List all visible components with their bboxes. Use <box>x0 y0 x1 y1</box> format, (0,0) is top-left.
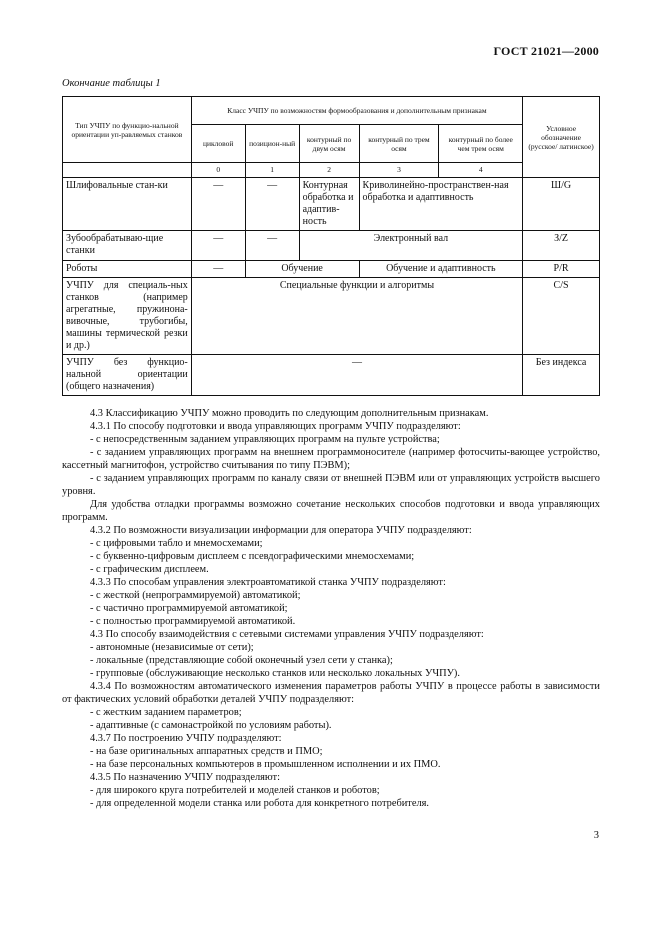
col-number: 3 <box>359 163 439 178</box>
cell: — <box>191 231 245 261</box>
cell: Контурная обработка и адаптив-ность <box>299 178 359 231</box>
cell: Криволинейно-пространствен-ная обработка и адаптивность <box>359 178 523 231</box>
list-item: - групповые (обслуживающие несколько станков или несколько локальных УЧПУ). <box>90 668 460 679</box>
subheader-positional: позицион-ный <box>245 125 299 163</box>
list-item: - с частично программируемой автоматикой; <box>90 603 288 614</box>
classification-table <box>62 96 600 396</box>
col-number: 4 <box>439 163 523 178</box>
cell: — <box>191 355 522 396</box>
list-item: - с заданием управляющих программ на внешнем программоносителе (например фотосчиты-вающее устройство, кассетный магнитофон, устройство считывания по типу ПЭВМ); <box>62 447 600 471</box>
paragraph: 4.3.5 По назначению УЧПУ подразделяют: <box>90 772 280 783</box>
list-item: - с заданием управляющих программ по каналу связи от внешней ПЭВМ или от управляющих устройств высшего уровня. <box>62 473 600 497</box>
list-item: - с полностью программируемой автоматикой. <box>90 616 296 627</box>
paragraph: 4.3.3 По способам управления электроавтоматикой станка УЧПУ подразделяют: <box>90 577 446 588</box>
list-item: - с жесткой (непрограммируемой) автоматикой; <box>90 590 301 601</box>
designation-header: Условное обозначение (русское/ латинское) <box>523 97 600 178</box>
body-text <box>62 407 600 810</box>
document-code: ГОСТ 21021—2000 <box>493 44 599 58</box>
list-item: - с непосредственным заданием управляющих программ на пульте устройства; <box>90 434 440 445</box>
type-column-header: Тип УЧПУ по функцио-нальной ориентации уп-равляемых станков <box>63 97 192 163</box>
designation-cell: Без индекса <box>523 355 600 396</box>
paragraph: 4.3.2 По возможности визуализации информации для оператора УЧПУ подразделяют: <box>90 525 472 536</box>
cell: — <box>245 178 299 231</box>
cell: Электронный вал <box>299 231 523 261</box>
subheader-contour-2: контурный по двум осям <box>299 125 359 163</box>
list-item: - с графическим дисплеем. <box>90 564 209 575</box>
list-item: - локальные (представляющие собой оконечный узел сети у станка); <box>90 655 393 666</box>
paragraph: 4.3 Классификацию УЧПУ можно проводить по следующим дополнительным признакам. <box>90 408 489 419</box>
list-item: - адаптивные (с самонастройкой по условиям работы). <box>90 720 332 731</box>
list-item: - с буквенно-цифровым дисплеем с псевдографическими мнемосхемами; <box>90 551 415 562</box>
subheader-contour-3: контурный по трем осям <box>359 125 439 163</box>
designation-cell: Ш/G <box>523 178 600 231</box>
cell: — <box>191 261 245 278</box>
row-label-gear: Зубообрабатываю-щие станки <box>63 231 192 261</box>
designation-cell: C/S <box>523 278 600 355</box>
list-item: - для определенной модели станка или робота для конкретного потребителя. <box>90 798 430 809</box>
table-caption: Окончание таблицы 1 <box>62 78 161 89</box>
paragraph: 4.3 По способу взаимодействия с сетевыми системами управления УЧПУ подразделяют: <box>90 629 484 640</box>
list-item: - с цифровыми табло и мнемосхемами; <box>90 538 263 549</box>
col-number: 1 <box>245 163 299 178</box>
paragraph: 4.3.1 По способу подготовки и ввода управляющих программ УЧПУ подразделяют: <box>90 421 461 432</box>
paragraph: 4.3.7 По построению УЧПУ подразделяют: <box>90 733 282 744</box>
row-label-general: УЧПУ без функцио-нальной ориентации (общего назначения) <box>63 355 192 396</box>
class-group-header: Класс УЧПУ по возможностям формообразования и дополнительным признакам <box>191 97 522 125</box>
list-item: - автономные (независимые от сети); <box>90 642 254 653</box>
row-label-robots: Роботы <box>63 261 192 278</box>
col-number: 0 <box>191 163 245 178</box>
paragraph: 4.3.4 По возможностям автоматического изменения параметров работы УЧПУ в процессе работы в зависимости от фактических условий обработки деталей УЧПУ подразделяют: <box>62 681 600 705</box>
paragraph: Для удобства отладки программы возможно сочетание нескольких способов подготовки и ввода управляющих программ. <box>62 499 600 523</box>
list-item: - с жестким заданием параметров; <box>90 707 242 718</box>
list-item: - на базе оригинальных аппаратных средств и ПМО; <box>90 746 323 757</box>
row-label-special: УЧПУ для специаль-ных станков (например агрегатные, пружинона-вивочные, трубогибы, машины термической резки и др.) <box>63 278 192 355</box>
list-item: - на базе персональных компьютеров в промышленном исполнении и их ПМО. <box>90 759 441 770</box>
subheader-cyclic: цикловой <box>191 125 245 163</box>
cell: Специальные функции и алгоритмы <box>191 278 522 355</box>
designation-cell: P/R <box>523 261 600 278</box>
cell: — <box>245 231 299 261</box>
number-row-blank <box>63 163 192 178</box>
list-item: - для широкого круга потребителей и моделей станков и роботов; <box>90 785 380 796</box>
row-label-grinding: Шлифовальные стан-ки <box>63 178 192 231</box>
cell: — <box>191 178 245 231</box>
page-number: 3 <box>593 830 599 841</box>
cell: Обучение и адаптивность <box>359 261 523 278</box>
col-number: 2 <box>299 163 359 178</box>
subheader-contour-more: контурный по более чем трем осям <box>439 125 523 163</box>
designation-cell: З/Z <box>523 231 600 261</box>
cell: Обучение <box>245 261 359 278</box>
